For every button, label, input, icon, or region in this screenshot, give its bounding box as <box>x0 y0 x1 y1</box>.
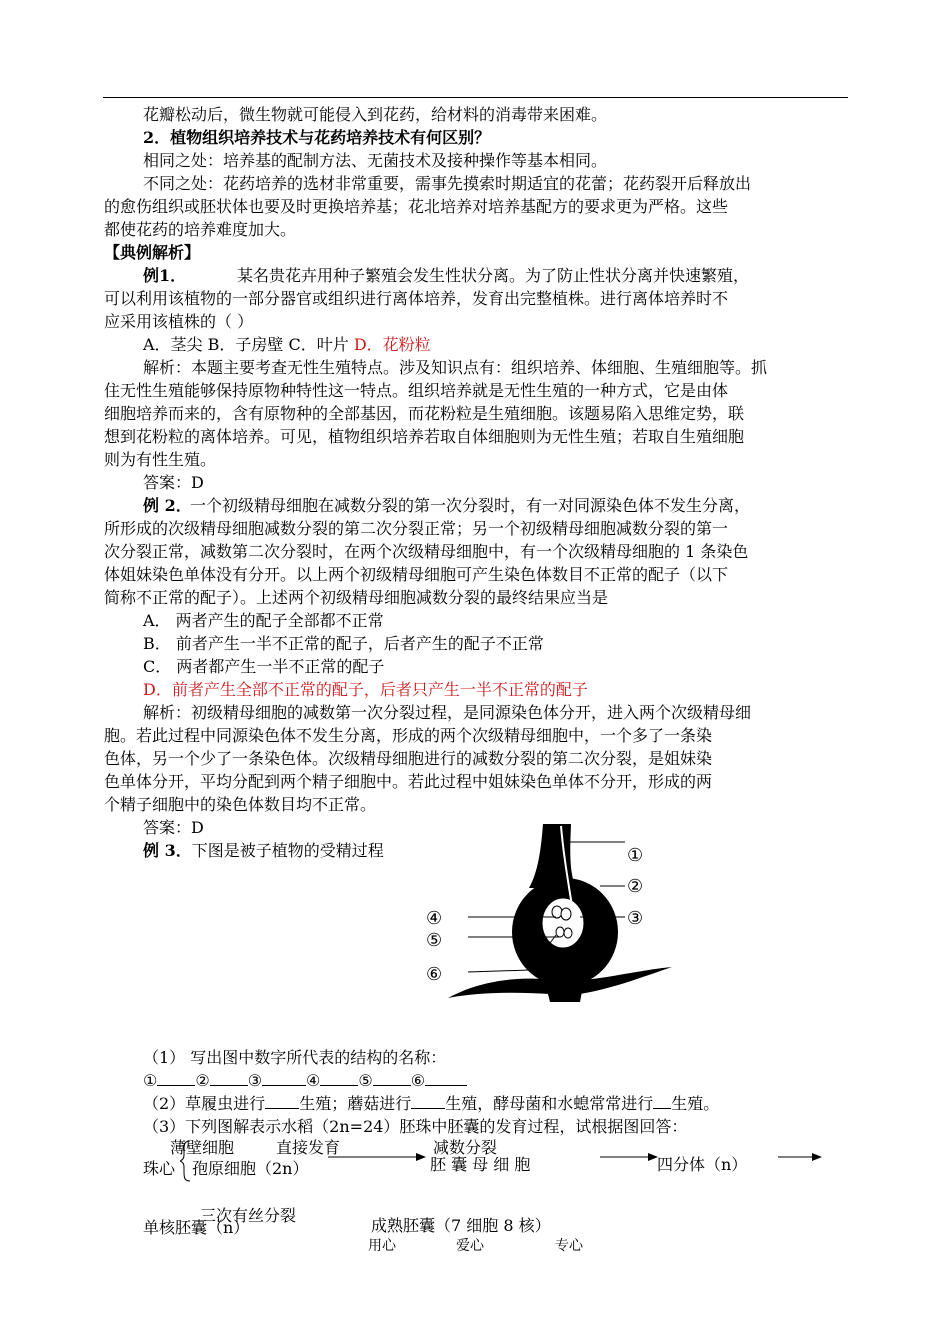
arrow-tetrad-head <box>812 1153 822 1161</box>
answer-blank-paramecium[interactable] <box>265 1094 299 1109</box>
ex3-q3: （3）下列图解表示水稻（2n=24）胚珠中胚囊的发育过程，试根据图回答： <box>143 1117 688 1136</box>
q2-part-c: 生殖，酵母菌和水螅常常进行 <box>445 1094 654 1113</box>
ex2-question-line: 简称不正常的配子）。上述两个初级精母细胞减数分裂的最终结果应当是 <box>104 588 609 607</box>
flow-mitosis3: 三次有丝分裂 <box>200 1206 297 1225</box>
ex3-heading <box>143 840 384 862</box>
ex1-analysis-line: 细胞培养而来的，含有原物种的全部基因，而花粉粒是生殖细胞。该题易陷入思维定势，联 <box>104 404 745 423</box>
flow-archespore: 孢原细胞（2n） <box>192 1159 309 1178</box>
ex2-analysis-line: 色体，另一个少了一条染色体。次级精母细胞进行的减数分裂的第二次分裂，是姐妹染 <box>104 749 713 768</box>
ex3-title: 下图是被子植物的受精过程 <box>191 841 384 860</box>
answer-blank-mushroom[interactable] <box>411 1094 445 1109</box>
blank-label-5: ⑤ <box>358 1071 373 1090</box>
embryo-sac <box>542 898 584 948</box>
ex1-analysis-line: 住无性生殖能够保持原物种特性这一特点。组织培养就是无性生殖的一种方式，它是由体 <box>104 381 729 400</box>
blank-label-2: ② <box>195 1071 210 1090</box>
q2-diff-line: 都使花药的培养难度加大。 <box>104 220 297 239</box>
label-6: ⑥ <box>426 964 443 985</box>
blank-label-3: ③ <box>247 1071 263 1090</box>
ex1-question-line: 应采用该植株的（ ） <box>104 312 254 331</box>
ex2-analysis-line: 色单体分开，平均分配到两个精子细胞中。若此过程中姐妹染色单体不分开，形成的两 <box>104 772 713 791</box>
ex2-analysis-line: 解析：初级精母细胞的减数第一次分裂过程，是同源染色体分开，进入两个次级精母细 <box>143 703 752 722</box>
ex2-label: 例 2． <box>143 496 192 515</box>
q2-part-d: 生殖。 <box>671 1094 720 1113</box>
ex1-options <box>143 334 431 356</box>
ex1-options-normal: A．茎尖 B．子房壁 C．叶片 <box>143 335 354 354</box>
ex1-question-line: 可以利用该植物的一部分器官或组织进行离体培养，发育出完整植株。进行离体培养时不 <box>104 289 729 308</box>
flow-mature: 成熟胚囊（7 细胞 8 核） <box>371 1216 551 1235</box>
arrow-direct-head <box>416 1153 426 1161</box>
blank-label-6: ⑥ <box>410 1071 426 1090</box>
label-1: ① <box>627 845 644 866</box>
flow-mother-cell: 胚 囊 母 细 胞 <box>430 1155 531 1174</box>
flow-tetrad: 四分体（n） <box>657 1155 748 1174</box>
ex1-answer-option: D．花粉粒 <box>353 335 431 354</box>
flow-ovule: 珠心 <box>143 1159 176 1178</box>
answer-blank-5[interactable] <box>373 1071 411 1086</box>
ex2-option: A． 两者产生的配子全部都不正常 <box>143 611 384 630</box>
ex2-analysis-line: 个精子细胞中的染色体数目均不正常。 <box>104 795 377 814</box>
q2-diff-line: 不同之处：花药培养的选材非常重要，需事先摸索时期适宜的花蕾；花药裂开后释放出 <box>143 174 752 193</box>
egg-cell <box>561 908 571 920</box>
answer-blank-3[interactable] <box>262 1071 306 1086</box>
footer-zhuanxin: 专心 <box>555 1238 583 1254</box>
ex3-label: 例 3． <box>143 841 192 860</box>
blank-label-4: ④ <box>306 1071 321 1090</box>
flow-uninucleate: 单核胚囊（n） <box>143 1218 250 1237</box>
q2-part-b: 生殖；蘑菇进行 <box>299 1094 412 1113</box>
ex2-answer-option: D．前者产生全部不正常的配子，后者只产生一半不正常的配子 <box>143 680 588 699</box>
footer-aixin: 爱心 <box>456 1238 484 1254</box>
synergid-cell <box>552 906 562 918</box>
q2-part-a: （2）草履虫进行 <box>143 1094 266 1113</box>
ex3-q1-blanks <box>143 1070 467 1092</box>
flow-thin-wall: 薄壁细胞 <box>170 1138 235 1157</box>
answer-blank-4[interactable] <box>320 1071 358 1086</box>
q2-diff-line: 的愈伤组织或胚状体也要及时更换培养基；花北培养对培养基配方的要求更为严格。这些 <box>104 197 729 216</box>
ex1-analysis-line: 则为有性生殖。 <box>104 450 217 469</box>
intro-text: 花瓣松动后，微生物就可能侵入到花药，给材料的消毒带来困难。 <box>143 105 608 124</box>
footer-yongxin: 用心 <box>368 1238 396 1254</box>
answer-blank-6[interactable] <box>425 1071 467 1086</box>
ex3-q1: （1） 写出图中数字所代表的结构的名称： <box>143 1048 447 1067</box>
ex1-analysis-line: 想到花粉粒的离体培养。可见，植物组织培养若取自体细胞则为无性生殖；若取自生殖细胞 <box>104 427 745 446</box>
ex2-analysis-line: 胞。若此过程中同源染色体不发生分离，形成的两个次级精母细胞中，一个多了一条染 <box>104 726 713 745</box>
blank-label-1: ① <box>143 1071 158 1090</box>
leader-line-6 <box>468 970 530 972</box>
polar-nucleus <box>556 927 564 937</box>
section-header: 【典例解析】 <box>104 243 201 262</box>
label-4: ④ <box>426 908 443 929</box>
ex2-question-line: 所形成的次级精母细胞减数分裂的第二次分裂正常；另一个初级精母细胞减数分裂的第一 <box>104 519 729 538</box>
ex2-answer: 答案：D <box>143 818 204 837</box>
answer-blank-yeast-hydra[interactable] <box>653 1094 671 1109</box>
ex1-analysis-line: 解析：本题主要考查无性生殖特点。涉及知识点有：组织培养、体细胞、生殖细胞等。抓 <box>143 358 768 377</box>
answer-blank-1[interactable] <box>157 1071 195 1086</box>
ex1-question-line: 某名贵花卉用种子繁殖会发生性状分离。为了防止性状分离并快速繁殖， <box>237 266 750 285</box>
label-5: ⑤ <box>426 930 443 951</box>
ex1-answer: 答案：D <box>143 473 204 492</box>
q2-heading: 2．植物组织培养技术与花药培养技术有何区别？ <box>143 128 491 147</box>
flow-direct: 直接发育 <box>276 1138 341 1157</box>
ex2-option: B． 前者产生一半不正常的配子，后者产生的配子不正常 <box>143 634 544 653</box>
ex2-option: C． 两者都产生一半不正常的配子 <box>143 657 385 676</box>
label-2: ② <box>627 876 644 897</box>
arrow-meiosis-head <box>648 1153 658 1161</box>
ex2-question-line: 次分裂正常，减数第二次分裂时，在两个次级精母细胞中，有一个次级精母细胞的 1 条染色 <box>104 542 749 561</box>
answer-blank-2[interactable] <box>210 1071 248 1086</box>
ex3-q2 <box>143 1093 719 1115</box>
q2-same: 相同之处：培养基的配制方法、无菌技术及接种操作等基本相同。 <box>143 151 608 170</box>
label-3: ③ <box>627 908 644 929</box>
header-rule <box>103 97 848 98</box>
ex1-label: 例1． <box>143 266 187 285</box>
ex2-question-line: 体姐妹染色单体没有分开。以上两个初级精母细胞可产生染色体数目不正常的配子（以下 <box>104 565 729 584</box>
flow-meiosis: 减数分裂 <box>433 1138 498 1157</box>
flow-arrows <box>180 1135 830 1195</box>
fertilization-diagram <box>420 820 680 1010</box>
polar-nucleus <box>564 928 572 938</box>
ex2-question-line: 一个初级精母细胞在减数分裂的第一次分裂时，有一对同源染色体不发生分离， <box>190 496 751 515</box>
brace-icon <box>180 1141 190 1181</box>
